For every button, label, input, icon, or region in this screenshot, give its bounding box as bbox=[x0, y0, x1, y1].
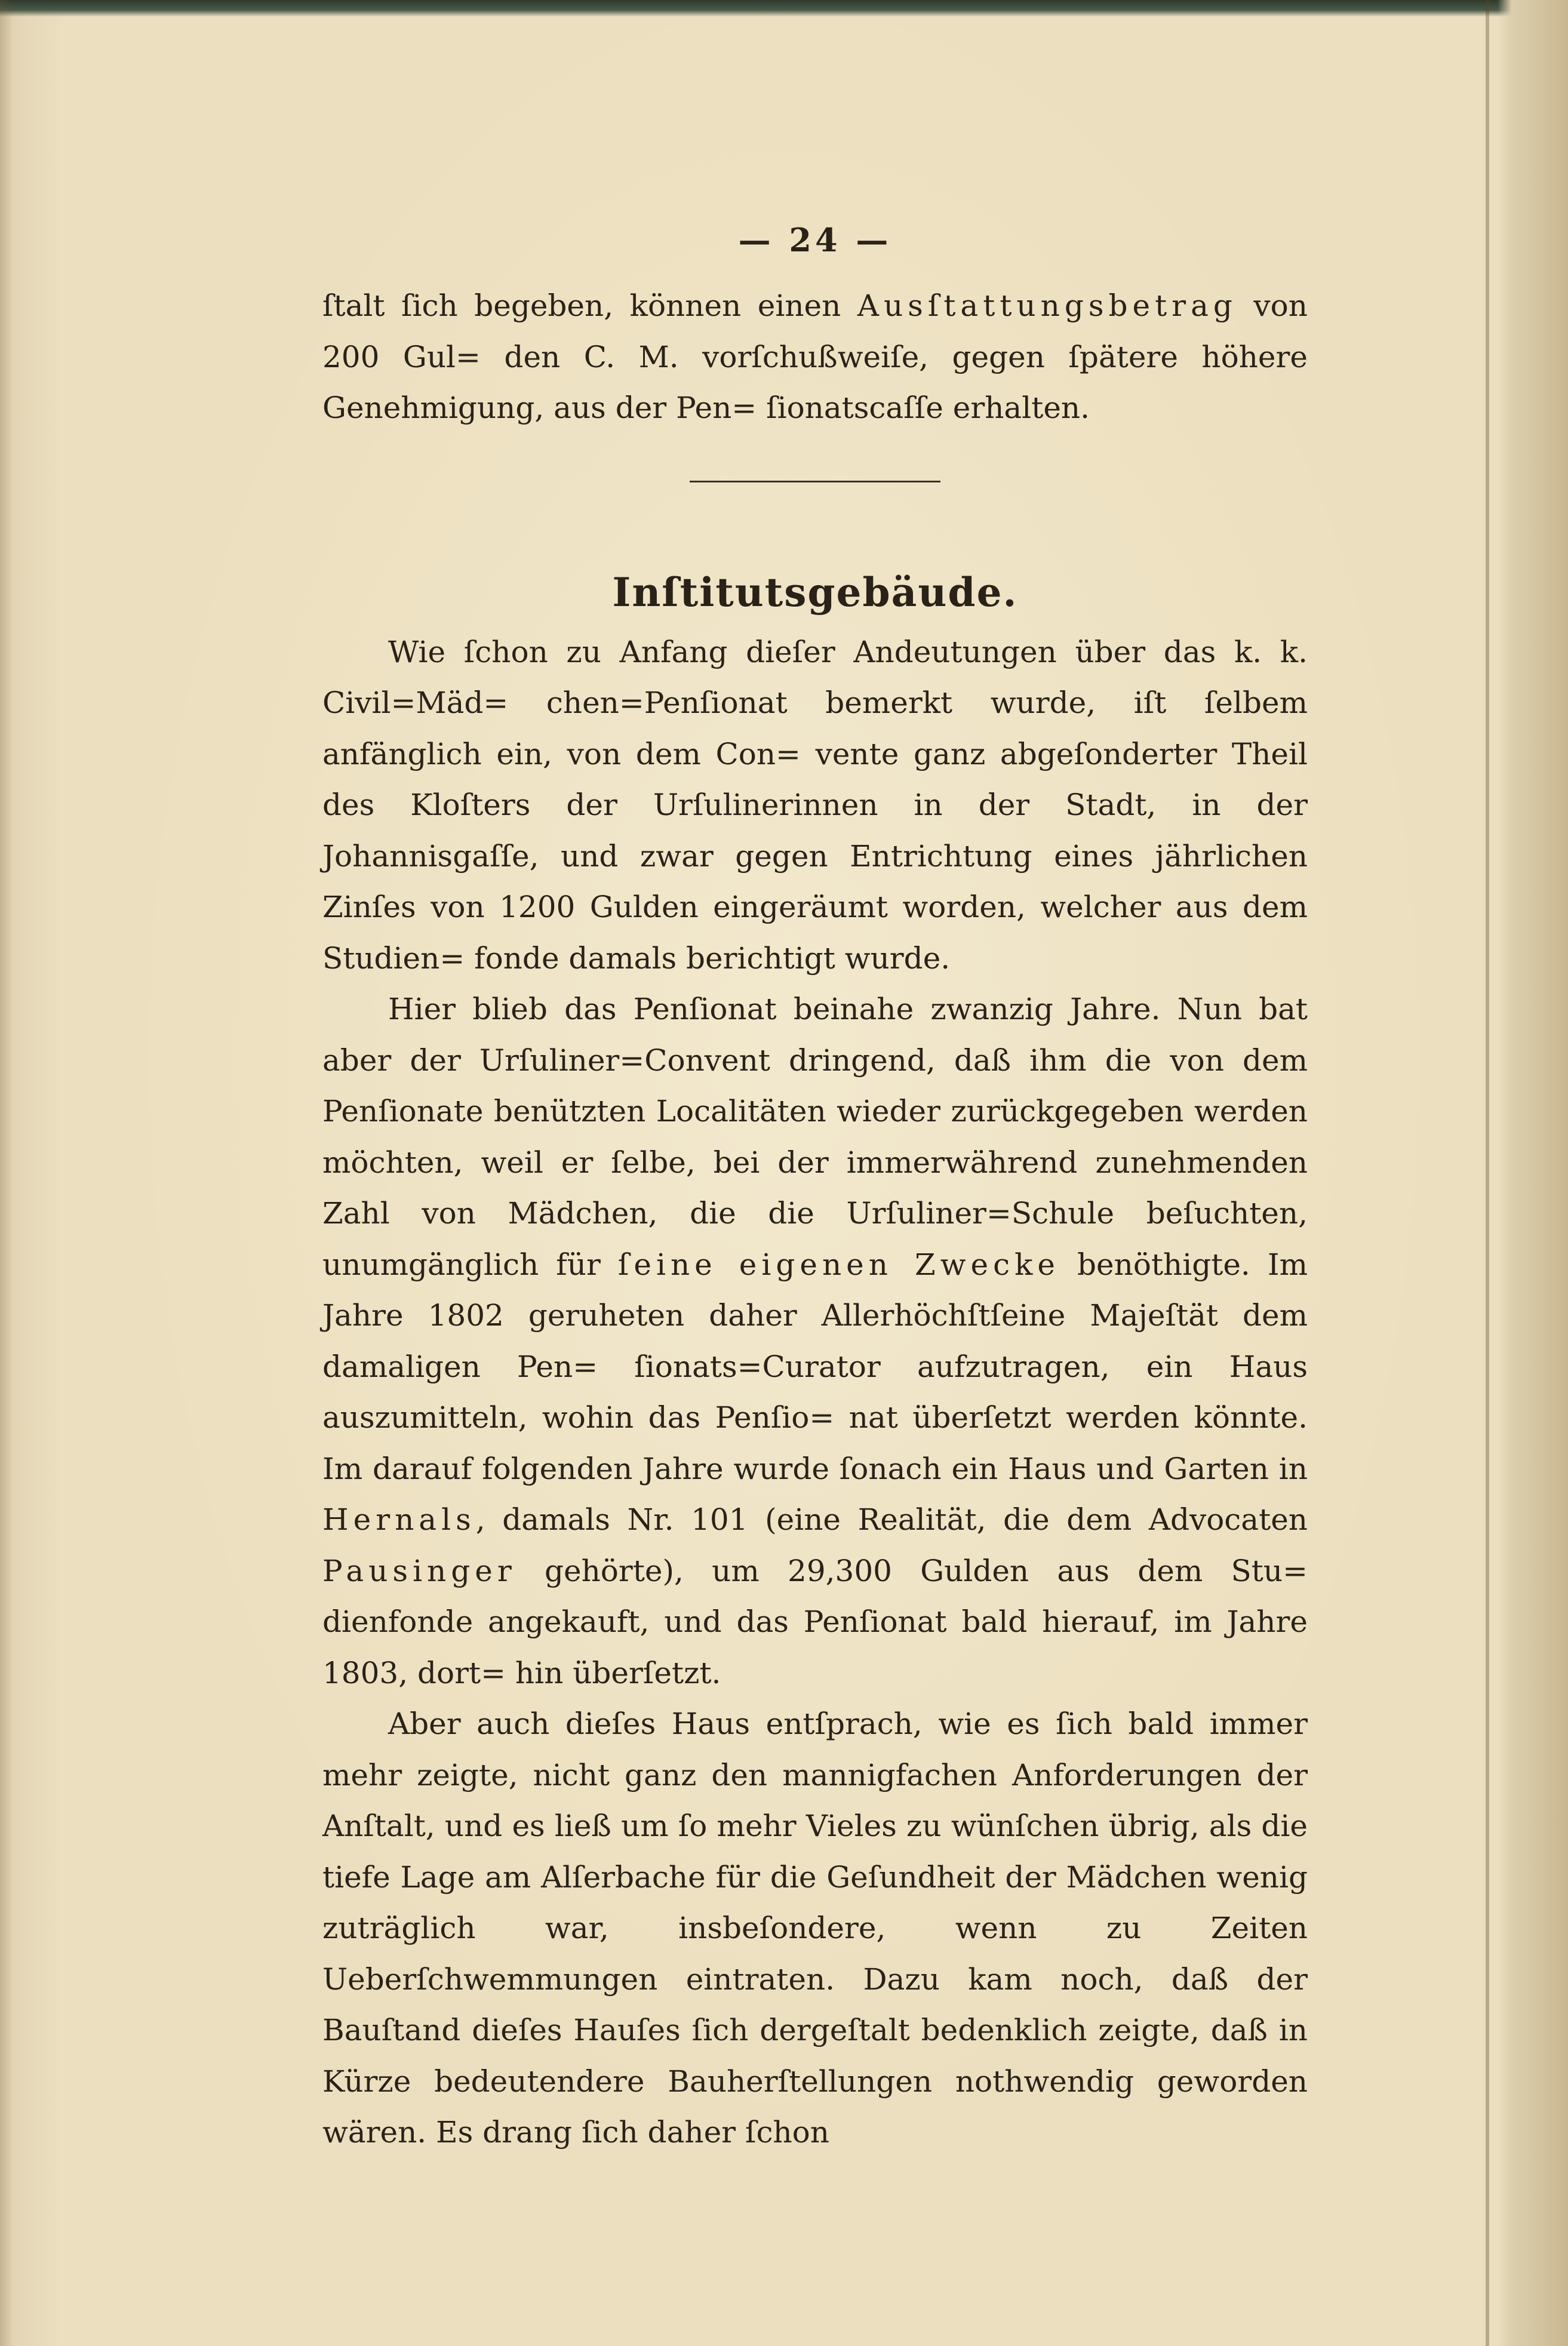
emphasized-text: Hernals bbox=[322, 1502, 476, 1537]
text-run: Aber auch dieſes Haus entſprach, wie es ſich bald immer mehr zeigte, nicht ganz den mannigfachen Anforderungen der Anſtalt, und es ließ um ſo mehr Vieles zu wünſchen übrig, als die tiefe Lage am Alſerbache für die Geſundheit der Mädchen wenig zuträglich war, insbeſondere, wenn zu Zeiten Ueberſchwemmungen eintraten. Dazu kam noch, daß der Bauſtand dieſes Hauſes ſich dergeſtalt bedenklich zeigte, daß in Kürze bedeutendere Bauherſtellungen nothwendig geworden wären. Es drang ſich daher ſchon bbox=[322, 1707, 1308, 2150]
page-fold-line bbox=[1486, 0, 1489, 2346]
text-run: ſtalt ſich begeben, können einen bbox=[322, 288, 857, 323]
text-run: gehörte), um 29,300 Gulden aus dem Stu= dienfonde angekauft, und das Penſionat bald hierauf, im Jahre 1803, dort= hin überſetzt. bbox=[322, 1553, 1308, 1690]
emphasized-text: Ausſtattungsbetrag bbox=[857, 288, 1237, 323]
page-left-edge bbox=[0, 0, 13, 2346]
text-run: von 200 Gul= den C. M. vorſchußweiſe, gegen ſpätere höhere Genehmigung, aus der Pen= ſionatscaſſe erhalten. bbox=[322, 288, 1308, 425]
page-right-margin bbox=[1498, 0, 1568, 2346]
page-content bbox=[322, 215, 1308, 2159]
text-run: Hier blieb das Penſionat beinahe zwanzig Jahre. Nun bat aber der Urſuliner=Convent dringend, daß ihm die von dem Penſionate benützten Localitäten wieder zurückgegeben werden möchten, weil er ſelbe, bei der immerwährend zunehmenden Zahl von Mädchen, die die Urſuliner=Schule beſuchten, unumgänglich für bbox=[322, 992, 1308, 1282]
book-cover-edge bbox=[0, 0, 1568, 17]
text-run: benöthigte. Im Jahre 1802 geruheten daher Allerhöchſtſeine Majeſtät dem damaligen Pen= ſionats=Curator aufzutragen, ein Haus auszumitteln, wohin das Penſio= nat überſetzt werden könnte. Im darauf folgenden Jahre wurde ſonach ein Haus und Garten in bbox=[322, 1247, 1308, 1486]
emphasized-text: Pausinger bbox=[322, 1553, 516, 1588]
section-heading: Inſtitutsgebäude. bbox=[612, 568, 1018, 616]
paragraph bbox=[322, 984, 1308, 1699]
page-number: — 24 — bbox=[738, 221, 892, 259]
emphasized-text: ſeine eigenen Zwecke bbox=[617, 1247, 1060, 1282]
paragraph bbox=[322, 1699, 1308, 2159]
intro-paragraph bbox=[322, 281, 1308, 434]
paragraph bbox=[322, 627, 1308, 985]
text-run: Wie ſchon zu Anfang dieſer Andeutungen über das k. k. Civil=Mäd= chen=Penſionat bemerkt wurde, iſt ſelbem anfänglich ein, von dem Con= vente ganz abgeſonderter Theil des Kloſters der Urſulinerinnen in der Stadt, in der Johannisgaſſe, und zwar gegen Entrichtung eines jährlichen Zinſes von 1200 Gulden eingeräumt worden, welcher aus dem Studien= fonde damals berichtigt wurde. bbox=[322, 634, 1308, 976]
section-divider bbox=[690, 481, 940, 482]
body-text bbox=[322, 627, 1308, 2159]
text-run: , damals Nr. 101 (eine Realität, die dem Advocaten bbox=[475, 1502, 1308, 1537]
